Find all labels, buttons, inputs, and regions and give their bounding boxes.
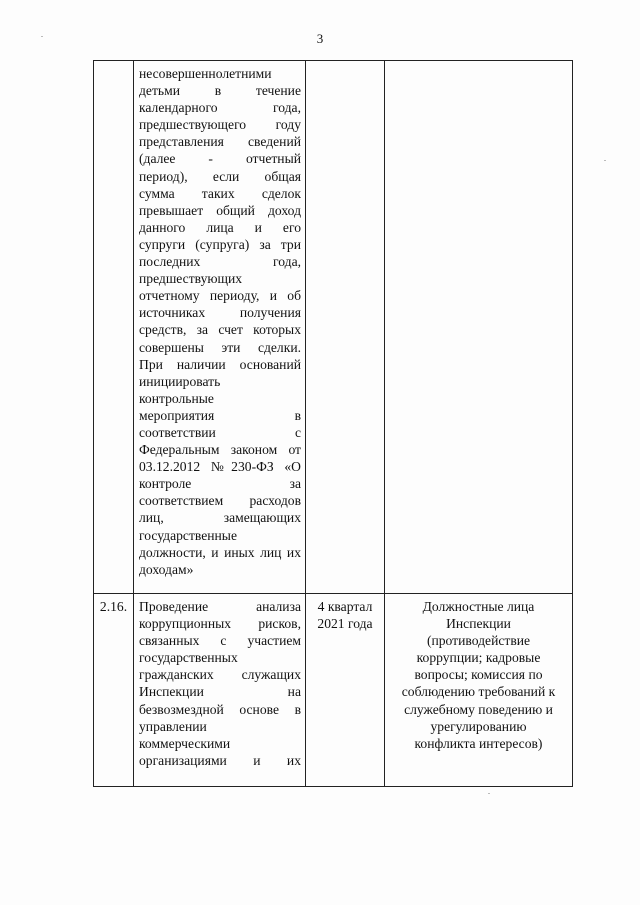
measure-text-line: безвозмездной основе в <box>139 701 301 717</box>
measure-text-line: коммерческими <box>139 735 231 751</box>
measure-text-line: представления сведений <box>139 134 301 150</box>
measure-text-line: лиц, замещающих <box>139 510 301 526</box>
measure-text-line: контрольные <box>139 390 214 406</box>
measure-text <box>134 61 305 578</box>
measure-text-line: коррупционных рисков, <box>139 616 301 632</box>
measure-text-line: последних года, <box>139 254 301 270</box>
measure-text-line: источниках получения <box>139 305 301 321</box>
measure-text-line: соответствием расходов <box>139 493 301 509</box>
responsible-line: коррупции; кадровые <box>416 650 541 666</box>
responsible-line: Должностные лица <box>422 599 535 614</box>
measure-text <box>134 594 305 769</box>
measure-text-line: Федеральным законом от <box>139 442 301 458</box>
responsible-line: служебному поведению и <box>404 701 553 717</box>
measure-text-line: несовершеннолетними <box>139 66 272 81</box>
measure-text-line: инициировать <box>139 373 221 389</box>
row-number-cell <box>94 61 134 594</box>
measure-text-line: При наличии оснований <box>139 356 301 372</box>
deadline-line: 2021 года <box>317 616 373 632</box>
measure-text-line: календарного года, <box>139 100 301 116</box>
measure-text-line: гражданских служащих <box>139 667 301 683</box>
measure-text-line: связанных с участием <box>139 633 301 649</box>
scan-speck <box>604 160 606 161</box>
deadline-line: 4 квартал <box>317 599 373 614</box>
row-number-cell: 2.16. <box>94 594 134 787</box>
page-number: 3 <box>316 31 324 46</box>
measure-text-line: мероприятия в <box>139 407 301 423</box>
measure-cell <box>134 61 306 594</box>
measure-text-line: организациями и их <box>139 752 301 768</box>
measure-text-line: Инспекции на <box>139 684 301 700</box>
measure-text-line: средств, за счет которых <box>139 322 301 338</box>
measure-text-line: Проведение анализа <box>139 599 301 614</box>
deadline-cell <box>306 61 385 594</box>
measure-text-line: превышает общий доход <box>139 202 301 218</box>
measure-cell <box>134 594 306 787</box>
responsible-cell <box>385 61 573 594</box>
responsible-line: вопросы; комиссия по <box>414 667 543 683</box>
measure-text-line: соответствии с <box>139 424 301 440</box>
measure-text-line: государственных <box>139 650 238 666</box>
responsible-cell <box>385 594 573 787</box>
measure-text-line: (далее - отчетный <box>139 151 301 167</box>
measure-text-line: супруги (супруга) за три <box>139 236 301 252</box>
measure-text-line: предшествующих <box>139 271 243 287</box>
scan-speck <box>41 36 43 37</box>
table-row <box>94 61 573 594</box>
table-row <box>94 594 573 787</box>
measure-text-line: отчетному периоду, и об <box>139 288 301 304</box>
measure-text-line: управлении <box>139 718 207 734</box>
measure-text-line: детьми в течение <box>139 83 301 99</box>
measure-text-line: должности, и иных лиц их <box>139 544 301 560</box>
measure-text-line: контроле за <box>139 476 301 492</box>
measure-text-line: предшествующего году <box>139 117 301 133</box>
measure-text-line: 03.12.2012 №230-ФЗ «О <box>139 459 301 475</box>
scan-speck <box>488 793 490 794</box>
measure-text-line: доходам» <box>139 561 194 577</box>
measure-text-line: период), если общая <box>139 168 301 184</box>
responsible-line: соблюдению требований к <box>401 684 556 700</box>
measure-text-line: сумма таких сделок <box>139 185 301 201</box>
deadline-cell <box>306 594 385 787</box>
measure-text-line: государственные <box>139 527 237 543</box>
measure-text-line: данного лица и его <box>139 219 301 235</box>
responsible-line: (противодействие <box>426 633 531 649</box>
measure-text-line: совершены эти сделки. <box>139 339 301 355</box>
responsible-line: конфликта интересов) <box>414 735 543 751</box>
responsible-line: Инспекции <box>446 616 511 632</box>
plan-table <box>93 60 573 787</box>
responsible-line: урегулированию <box>430 718 527 734</box>
